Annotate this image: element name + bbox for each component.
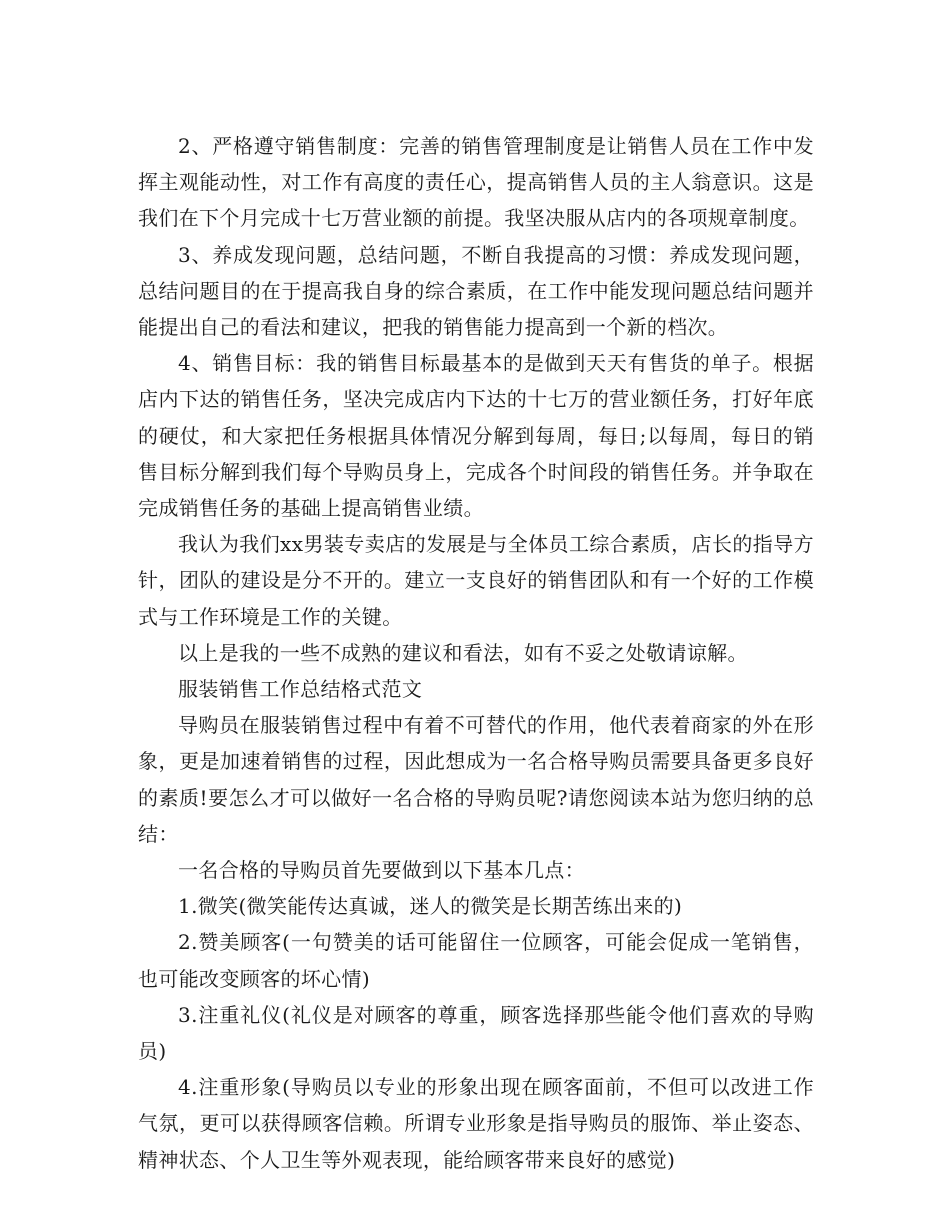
list-item-appearance: 4.注重形象(导购员以专业的形象出现在顾客面前，不但可以改进工作气氛，更可以获得顾客信赖。所谓专业形象是指导购员的服饰、举止姿态、精神状态、个人卫生等外观表现，能给顾客带来良好的感觉) [138, 1075, 814, 1172]
paragraph-guide-role: 导购员在服装销售过程中有着不可替代的作用，他代表着商家的外在形象，更是加速着销售的过程，因此想成为一名合格导购员需要具备更多良好的素质!要怎么才可以做好一名合格的导购员呢?请您阅读本站为您归纳的总结： [138, 713, 814, 846]
list-item-smile: 1.微笑(微笑能传达真诚，迷人的微笑是长期苦练出来的) [178, 894, 683, 919]
paragraph-team-development: 我认为我们xx男装专卖店的发展是与全体员工综合素质，店长的指导方针，团队的建设是分不开的。建立一支良好的销售团队和有一个好的工作模式与工作环境是工作的关键。 [138, 532, 814, 629]
document-body [138, 128, 814, 1178]
paragraph-sales-target: 4、销售目标：我的销售目标最基本的是做到天天有售货的单子。根据店内下达的销售任务，坚决完成店内下达的十七万的营业额任务，打好年底的硬仗，和大家把任务根据具体情况分解到每周，每日;以每周，每日的销售目标分解到我们每个导购员身上，完成各个时间段的销售任务。并争取在完成销售任务的基础上提高销售业绩。 [138, 351, 814, 521]
section-heading: 服装销售工作总结格式范文 [178, 677, 423, 702]
paragraph-basic-points-intro: 一名合格的导购员首先要做到以下基本几点： [178, 858, 585, 883]
list-item-praise: 2.赞美顾客(一句赞美的话可能留住一位顾客，可能会促成一笔销售，也可能改变顾客的坏心情) [138, 930, 814, 991]
paragraph-sales-rules: 2、严格遵守销售制度：完善的销售管理制度是让销售人员在工作中发挥主观能动性，对工作有高度的责任心，提高销售人员的主人翁意识。这是我们在下个月完成十七万营业额的前提。我坚决服从店内的各项规章制度。 [138, 134, 814, 231]
list-item-etiquette: 3.注重礼仪(礼仪是对顾客的尊重，顾客选择那些能令他们喜欢的导购员) [138, 1002, 814, 1064]
paragraph-closing-remark: 以上是我的一些不成熟的建议和看法，如有不妥之处敬请谅解。 [178, 640, 748, 665]
paragraph-habits: 3、养成发现问题，总结问题，不断自我提高的习惯：养成发现问题，总结问题目的在于提高我自身的综合素质，在工作中能发现问题总结问题并能提出自己的看法和建议，把我的销售能力提高到一个新的档次。 [138, 242, 814, 340]
